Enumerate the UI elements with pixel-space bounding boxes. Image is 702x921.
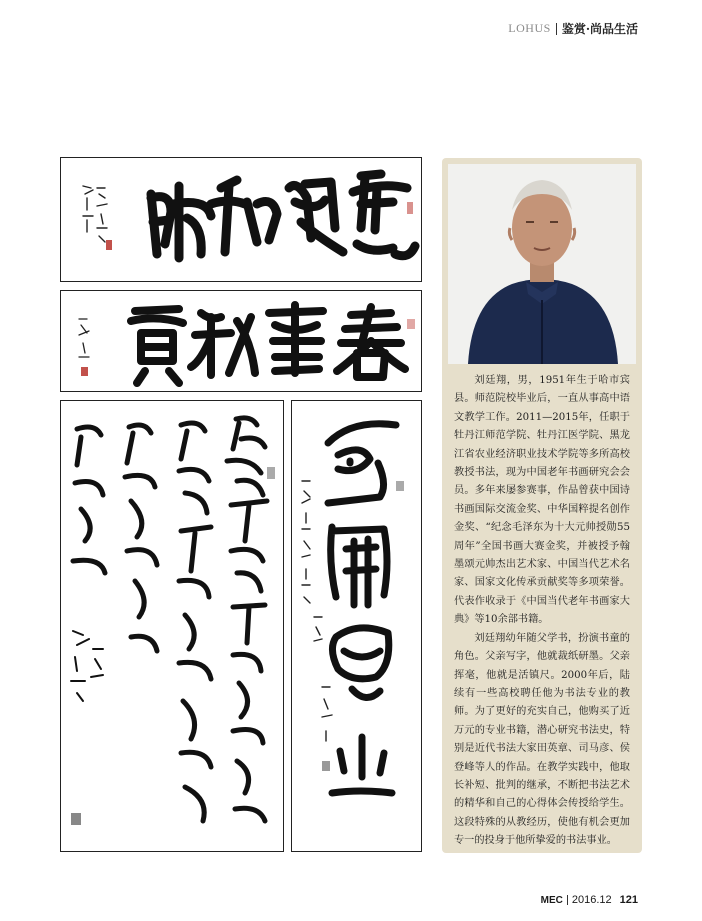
header-divider xyxy=(556,23,557,35)
calligraphy-work-4 xyxy=(291,400,422,852)
page-header xyxy=(508,20,638,37)
calligraphy-work-2 xyxy=(60,290,422,392)
section-title: 鉴赏·尚品生活 xyxy=(561,22,638,36)
calligraphy-image-4 xyxy=(292,401,421,851)
artist-biography xyxy=(454,372,630,851)
calligraphy-image-2 xyxy=(61,291,421,391)
magazine-brand: LOHUS xyxy=(508,21,551,35)
bio-paragraph: 刘廷翔，男，1951年生于哈市宾县。师范院校毕业后，一直从事高中语文教学工作。2011—2015年，任职于牡丹江师范学院、牡丹江医学院、黑龙江省农业经济职业技术学院等多所高校教授书法，现为中国老年书画研究会会员。多年来屡参赛事，作品曾获中国诗书画国际交流金奖、中华国粹提名创作金奖、“纪念毛泽东为十大元帅授勋55周年”全国书画大赛金奖，并被授予翰墨颂元帅杰出艺术家、中国当代艺术名家、国家文化传承贡献奖等多项荣誉。代表作收录于《中国当代老年书画家大典》等10余部书籍。 xyxy=(454,375,630,626)
page-footer xyxy=(541,894,638,906)
calligraphy-work-3 xyxy=(60,400,284,852)
calligraphy-work-1 xyxy=(60,157,422,282)
footer-divider xyxy=(567,895,568,905)
artist-portrait xyxy=(448,164,636,364)
portrait-image xyxy=(448,164,636,364)
issue-date: 2016.12 xyxy=(571,894,612,906)
magazine-name: MEC xyxy=(540,894,563,906)
page-number: 121 xyxy=(619,894,638,906)
bio-paragraph: 刘廷翔幼年随父学书，扮演书童的角色。父亲写字，他就裁纸研墨。父亲挥毫，他就是活镇尺。2000年后，陆续有一些高校聘任他为书法专业的教师。为了更好的充实自己，他购买了近万元的专业书籍，潜心研究书法史，特别是近代书法大家田英章、司马彦、侯登峰等人的作品。在教学实践中，他取长补短、批判的继承，不断把书法艺术的精华和自己的心得体会传授给学生。这段特殊的从教经历，使他有机会更加专一的投身于他所挚爱的书法事业。 xyxy=(454,632,630,847)
calligraphy-image-3 xyxy=(61,401,283,851)
artist-sidebar xyxy=(442,158,642,853)
calligraphy-image-1 xyxy=(61,158,421,281)
